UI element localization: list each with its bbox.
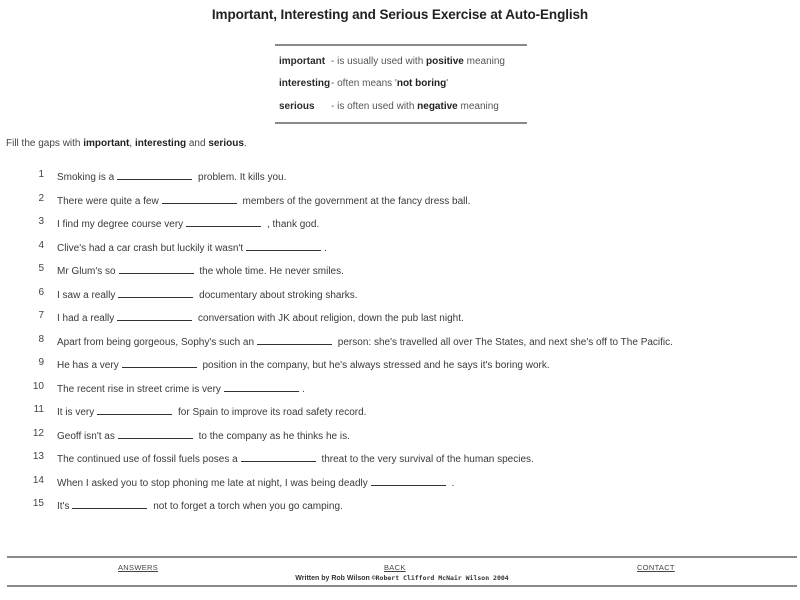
definitions-box <box>275 44 527 124</box>
question-text-before: When I asked you to stop phoning me late at night, I was being deadly <box>57 477 368 489</box>
question-row <box>0 166 800 190</box>
instructions-word: interesting <box>134 138 187 149</box>
question-row <box>0 472 800 496</box>
definition-description <box>331 78 448 89</box>
question-text <box>57 169 286 183</box>
question-text-after: the whole time. He never smiles. <box>196 266 344 277</box>
question-row <box>0 284 800 308</box>
question-text-after: threat to the very survival of the human species. <box>318 454 534 465</box>
question-text-after: position in the company, but he's always stressed and he says it's boring work. <box>199 360 550 371</box>
question-text <box>57 334 673 348</box>
footer <box>7 556 797 587</box>
question-text-before: It's <box>57 501 70 512</box>
question-text-before: Apart from being gorgeous, Sophy's such an <box>57 336 255 348</box>
gap-blank[interactable] <box>72 498 147 509</box>
question-text-before: It is very <box>57 407 95 418</box>
gap-blank[interactable] <box>122 357 197 368</box>
answers-link[interactable]: ANSWERS <box>118 563 159 572</box>
page-title: Important, Interesting and Serious Exercise at Auto-English <box>211 7 589 22</box>
question-row <box>0 495 800 519</box>
gap-blank[interactable] <box>117 310 192 321</box>
question-text <box>57 216 319 230</box>
question-text <box>57 357 550 371</box>
question-row <box>0 354 800 378</box>
gap-blank[interactable] <box>119 263 194 274</box>
question-text-after: , thank god. <box>264 219 320 230</box>
question-text-before: Geoff isn't as <box>57 430 115 442</box>
question-text-before: The recent rise in street crime is very <box>57 383 221 395</box>
credit-text: Written by Rob Wilson <box>295 575 372 582</box>
question-text-after: conversation with JK about religion, down the pub last night. <box>195 313 464 324</box>
question-text <box>57 381 305 395</box>
question-number: 5 <box>38 263 44 274</box>
question-number: 6 <box>38 286 44 298</box>
definition-text: - is often used with <box>331 100 418 112</box>
question-text-before: Clive's had a car crash but luckily it wasn't <box>57 242 244 254</box>
gap-blank[interactable] <box>162 193 237 204</box>
question-text <box>57 287 358 301</box>
definition-description <box>331 56 505 67</box>
definition-word: important <box>279 55 326 67</box>
question-text-before: There were quite a few <box>57 195 159 207</box>
question-text-after: members of the government at the fancy dress ball. <box>239 195 471 207</box>
copyright-credit <box>7 574 797 582</box>
definition-text: meaning <box>463 55 505 67</box>
question-number: 13 <box>32 451 44 462</box>
definition-word: serious <box>279 100 315 112</box>
question-number: 2 <box>38 192 44 204</box>
question-text-before: The continued use of fossil fuels poses a <box>57 454 238 465</box>
question-row <box>0 331 800 355</box>
question-text <box>57 193 470 207</box>
definition-emphasis: not boring <box>396 78 447 90</box>
credit-name: ©Robert Clifford McNair Wilson 2004 <box>371 574 509 582</box>
question-text-after: person: she's travelled all over The States, and next she's off to The Pacific. <box>335 336 673 348</box>
question-text-before: He has a very <box>57 360 119 371</box>
gap-blank[interactable] <box>371 475 446 486</box>
instructions-text: Fill the gaps with <box>6 138 84 149</box>
question-row <box>0 401 800 425</box>
definition-word: interesting <box>279 78 331 90</box>
gap-blank[interactable] <box>241 451 316 462</box>
definition-text: ' <box>446 78 449 90</box>
definition-row-important <box>275 50 527 73</box>
question-text-after: . <box>448 477 455 489</box>
definition-emphasis: positive <box>426 55 464 67</box>
question-text <box>57 240 327 254</box>
question-text-after: not to forget a torch when you go camping. <box>150 501 343 512</box>
question-text-after: to the company as he thinks he is. <box>195 430 350 442</box>
definition-row-serious <box>275 95 527 118</box>
question-text-after: for Spain to improve its road safety record. <box>175 407 367 418</box>
back-link[interactable]: BACK <box>384 563 406 572</box>
question-row <box>0 307 800 331</box>
question-text-before: Mr Glum's so <box>57 266 116 277</box>
question-text <box>57 475 454 489</box>
gap-blank[interactable] <box>118 428 193 439</box>
instructions <box>6 138 247 149</box>
question-text <box>57 404 366 418</box>
gap-blank[interactable] <box>246 240 321 251</box>
instructions-word: serious <box>208 138 244 149</box>
question-number: 12 <box>32 427 44 439</box>
gap-blank[interactable] <box>224 381 299 392</box>
question-number: 7 <box>38 310 44 321</box>
contact-link[interactable]: CONTACT <box>637 563 675 572</box>
question-text-before: Smoking is a <box>57 172 115 183</box>
question-number: 14 <box>32 474 44 486</box>
question-number: 8 <box>38 333 44 345</box>
question-text <box>57 428 350 442</box>
gap-blank[interactable] <box>117 169 192 180</box>
gap-blank[interactable] <box>97 404 172 415</box>
definition-text: - is usually used with <box>331 55 427 67</box>
question-text-before: I find my degree course very <box>57 219 184 230</box>
instructions-text: and <box>186 138 209 149</box>
question-row <box>0 260 800 284</box>
question-text <box>57 498 343 512</box>
question-row <box>0 213 800 237</box>
question-text <box>57 451 534 465</box>
gap-blank[interactable] <box>118 287 193 298</box>
question-number: 15 <box>32 498 44 509</box>
question-text <box>57 310 464 324</box>
question-number: 9 <box>38 357 44 368</box>
instructions-text: , <box>129 138 135 149</box>
question-row <box>0 190 800 214</box>
question-text-after: problem. It kills you. <box>195 172 287 183</box>
question-row <box>0 448 800 472</box>
question-number: 4 <box>38 239 44 251</box>
definition-description <box>331 101 499 112</box>
question-number: 3 <box>38 216 44 227</box>
question-text-after: documentary about stroking sharks. <box>196 289 358 301</box>
question-row <box>0 425 800 449</box>
question-row <box>0 237 800 261</box>
instructions-word: important <box>83 138 130 149</box>
question-number: 10 <box>32 380 44 392</box>
question-number: 1 <box>38 169 44 180</box>
question-number: 11 <box>33 404 44 415</box>
definition-text: meaning <box>457 100 499 112</box>
definition-row-interesting <box>275 73 527 96</box>
gap-blank[interactable] <box>257 334 332 345</box>
question-text-before: I saw a really <box>57 289 116 301</box>
gap-blank[interactable] <box>186 216 261 227</box>
question-text <box>57 263 344 277</box>
question-list <box>0 166 800 519</box>
definition-text: - often means ' <box>331 78 397 90</box>
question-text-after: . <box>301 383 305 395</box>
question-text-before: I had a really <box>57 313 115 324</box>
definition-emphasis: negative <box>417 100 458 112</box>
question-text-after: . <box>324 242 327 254</box>
instructions-text: . <box>243 138 247 149</box>
question-row <box>0 378 800 402</box>
